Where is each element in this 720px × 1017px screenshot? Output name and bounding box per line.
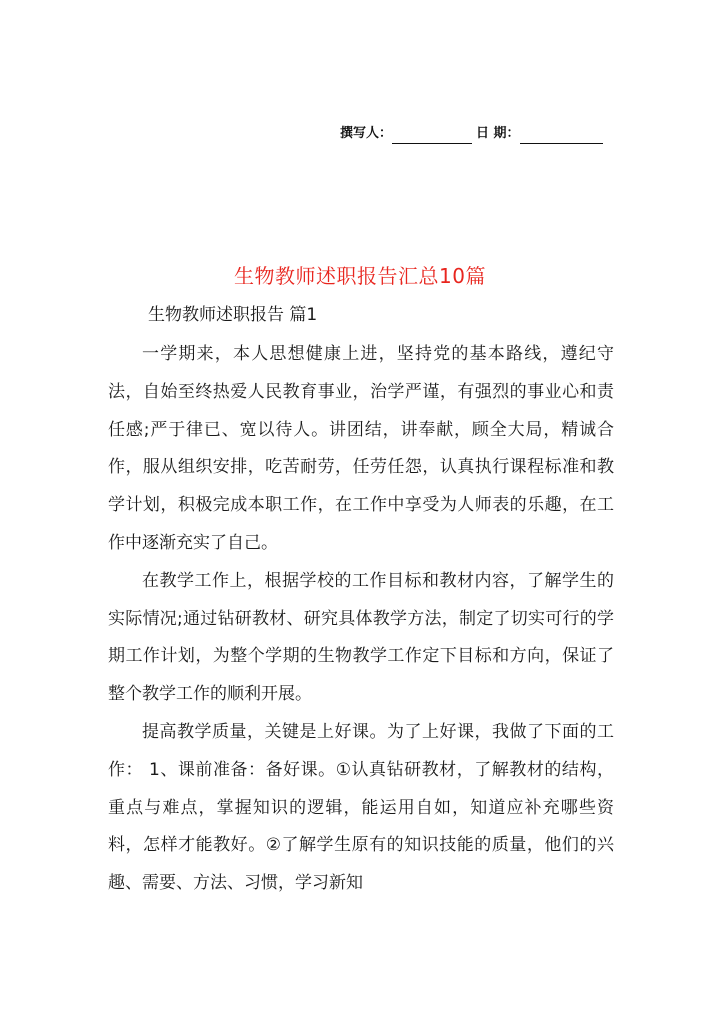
document-title: 生物教师述职报告汇总10篇	[234, 264, 486, 288]
paragraph-3: 提高教学质量，关键是上好课。为了上好课，我做了下面的工作： 1、课前准备：备好课。①认真钻研教材，了解教材的结构，重点与难点，掌握知识的逻辑，能运用自如，知道应补充哪些资料，怎样才能教好。②了解学生原有的知识技能的质量，他们的兴趣、需要、方法、习惯，学习新知	[108, 721, 614, 894]
paragraph-1: 一学期来，本人思想健康上进，坚持党的基本路线，遵纪守法，自始至终热爱人民教育事业，治学严谨，有强烈的事业心和责任感;严于律已、宽以待人。讲团结，讲奉献，顾全大局，精诚合作，服从组织安排，吃苦耐劳，任劳任怨，认真执行课程标准和教学计划，积极完成本职工作，在工作中享受为人师表的乐趣，在工作中逐渐充实了自己。	[108, 344, 614, 553]
author-label: 撰写人：	[340, 126, 393, 141]
date-label: 日 期：	[476, 126, 520, 141]
date-blank-line	[520, 127, 603, 144]
author-blank-line	[392, 127, 472, 144]
author-date-header	[340, 124, 620, 144]
body-text	[108, 336, 614, 903]
paragraph-2: 在教学工作上，根据学校的工作目标和教材内容，了解学生的实际情况;通过钻研教材、研究具体教学方法，制定了切实可行的学期工作计划，为整个学期的生物教学工作定下目标和方向，保证了整个教学工作的顺利开展。	[108, 570, 614, 705]
section-subtitle: 生物教师述职报告 篇1	[148, 305, 318, 325]
